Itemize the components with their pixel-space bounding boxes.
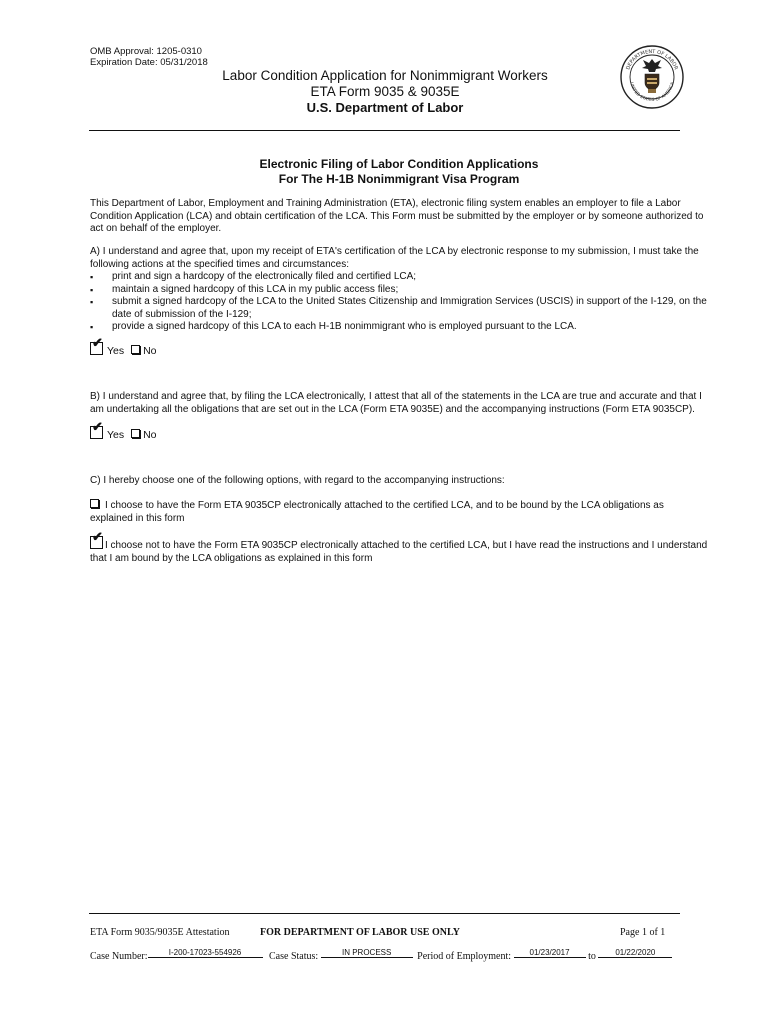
intro-paragraph: This Department of Labor, Employment and Training Administration (ETA), electronic filing system enables an employer to file a Labor Condition Application (LCA) and obtain certification of the LCA. This Form must be submitted by the employer or by someone authorized to act on behalf of the employer. — [90, 198, 704, 234]
section-title-line2: For The H-1B Nonimmigrant Visa Program — [278, 172, 520, 186]
section-a-no-checkbox[interactable] — [131, 345, 140, 354]
bullet-item: ▪ maintain a signed hardcopy of this LCA in my public access files; — [90, 284, 715, 297]
form-title-line2: ETA Form 9035 & 9035E — [310, 84, 460, 99]
period-from-field[interactable]: 01/23/2017 — [514, 948, 586, 958]
no-label: No — [143, 345, 157, 357]
section-c-option1 — [90, 499, 700, 525]
svg-text:UNITED STATES OF AMERICA: UNITED STATES OF AMERICA — [628, 81, 676, 104]
to-label: to — [588, 951, 596, 962]
omb-approval: OMB Approval: 1205-0310 — [90, 46, 202, 57]
form-title-line3: U.S. Department of Labor — [306, 100, 464, 115]
period-label: Period of Employment: — [417, 951, 512, 962]
bullet-item: ▪ provide a signed hardcopy of this LCA to each H-1B nonimmigrant who is employed pursuant to the LCA. — [90, 321, 715, 334]
section-c-option2 — [90, 536, 715, 565]
no-label: No — [143, 429, 157, 441]
yes-label: Yes — [107, 429, 125, 441]
section-a-text: A) I understand and agree that, upon my receipt of ETA's certification of the LCA by electronic response to my submission, I must take the following actions at the specified times and circumstances: — [90, 246, 699, 270]
section-a-answer — [90, 342, 157, 358]
case-status-label: Case Status: — [269, 951, 319, 962]
case-status-field[interactable]: IN PROCESS — [321, 948, 413, 958]
footer-form-name: ETA Form 9035/9035E Attestation — [90, 927, 230, 938]
footer-fields — [90, 948, 672, 962]
section-b-yes-checkbox[interactable] — [90, 426, 103, 439]
footer-page: Page 1 of 1 — [620, 927, 666, 938]
footer-divider — [89, 913, 680, 914]
option1-checkbox[interactable] — [90, 499, 99, 508]
expiration-date: Expiration Date: 05/31/2018 — [90, 57, 208, 68]
bullet-item: ▪ print and sign a hardcopy of the electronically filed and certified LCA; — [90, 271, 715, 284]
form-title — [150, 68, 620, 116]
svg-text:DEPARTMENT OF LABOR: DEPARTMENT OF LABOR — [625, 48, 679, 71]
section-a — [90, 246, 715, 334]
section-b-text: B) I understand and agree that, by filing the LCA electronically, I attest that all of the statements in the LCA are true and accurate and that I am undertaking all the obligations that are set out in the LCA (Form ETA 9035E) and the accompanying instructions (Form ETA 9035CP). — [90, 391, 702, 415]
case-number-label: Case Number: — [90, 951, 148, 962]
option1-label: I choose to have the Form ETA 9035CP electronically attached to the certified LCA, and to be bound by the LCA obligations as explained in this form — [90, 500, 664, 524]
section-b-answer — [90, 426, 157, 442]
bullet-item: ▪ submit a signed hardcopy of the LCA to the United States Citizenship and Immigration Services (USCIS) in support of the I-129, on the date of submission of the I-129; — [90, 296, 715, 321]
case-number-field[interactable]: I-200-17023-554926 — [148, 948, 263, 958]
footer-dol-use: FOR DEPARTMENT OF LABOR USE ONLY — [260, 927, 460, 938]
section-a-bullets — [90, 271, 715, 334]
option2-label: I choose not to have the Form ETA 9035CP electronically attached to the certified LCA, but I have read the instructions and I understand that I am bound by the LCA obligations as explained in this form — [90, 540, 708, 564]
dol-seal-icon — [620, 45, 684, 109]
header-divider — [89, 130, 680, 131]
section-c-text: C) I hereby choose one of the following options, with regard to the accompanying instructions: — [90, 475, 505, 486]
period-to-field[interactable]: 01/22/2020 — [598, 948, 672, 958]
section-title-line1: Electronic Filing of Labor Condition Applications — [259, 157, 539, 171]
yes-label: Yes — [107, 345, 125, 357]
option2-checkbox[interactable] — [90, 536, 103, 549]
section-title — [89, 157, 709, 187]
section-b-no-checkbox[interactable] — [131, 429, 140, 438]
section-a-yes-checkbox[interactable] — [90, 342, 103, 355]
form-title-line1: Labor Condition Application for Nonimmigrant Workers — [222, 68, 548, 83]
